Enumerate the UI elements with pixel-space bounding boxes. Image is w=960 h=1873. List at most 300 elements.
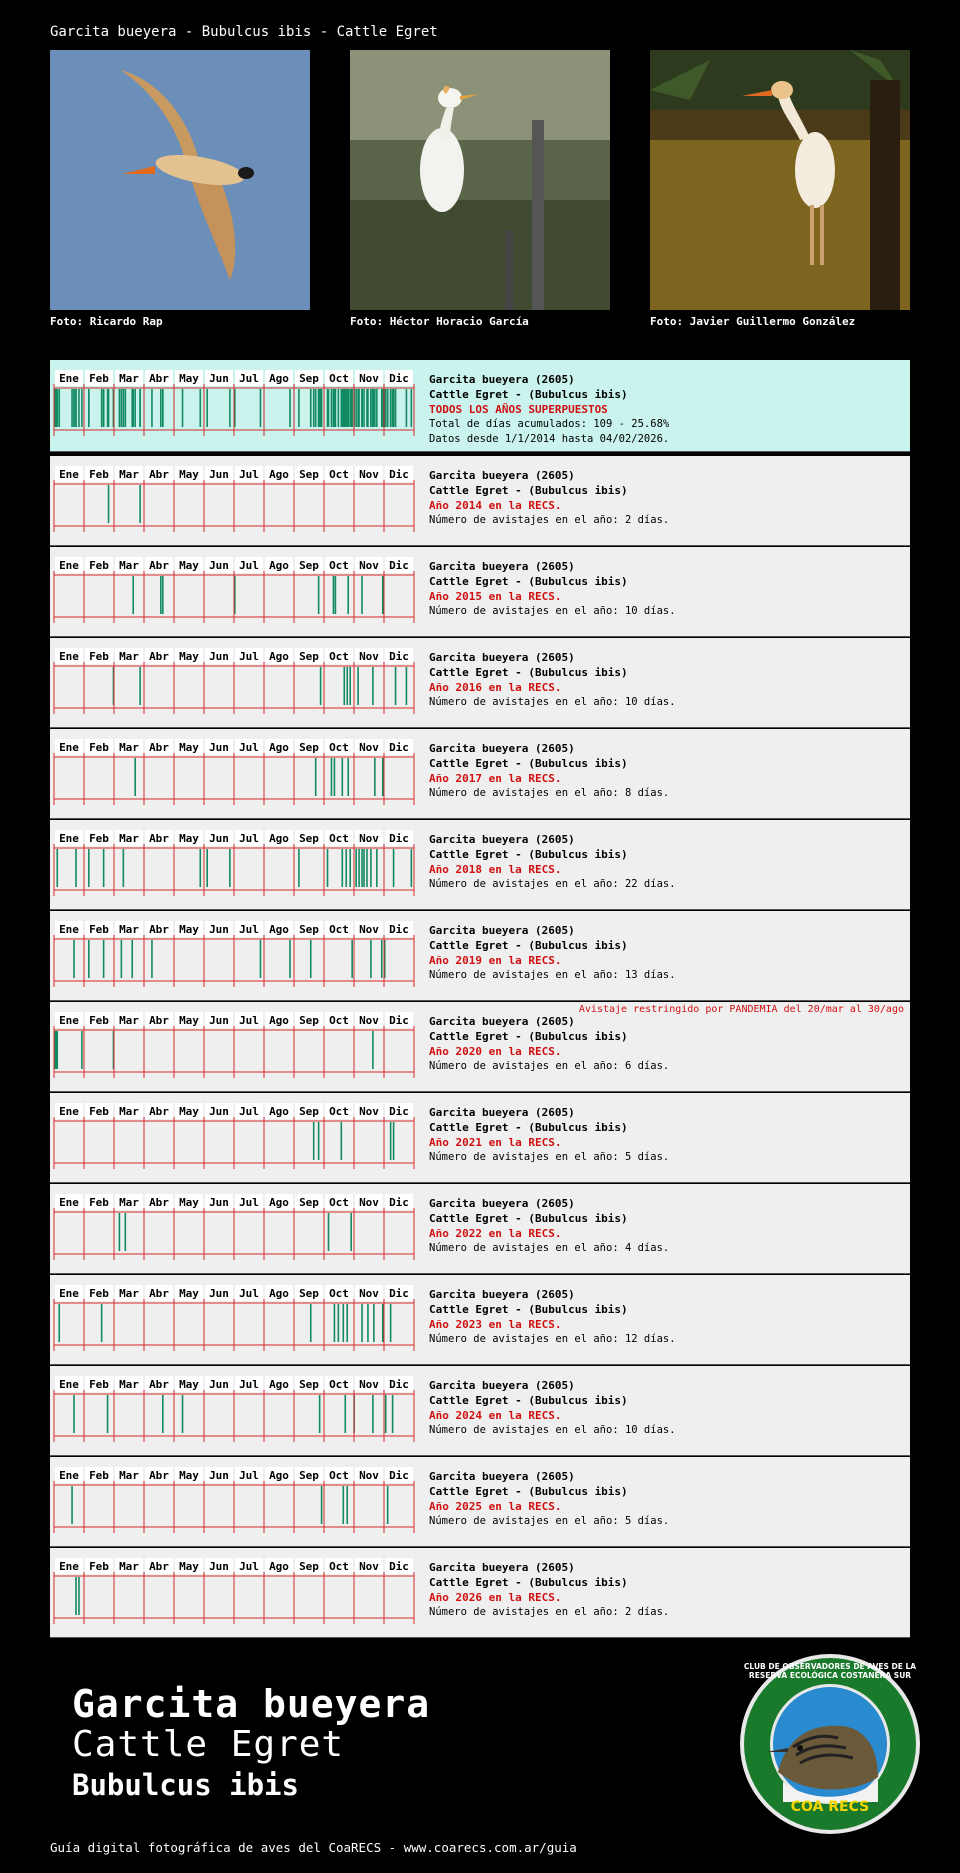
month-label: Mar [119,1287,139,1300]
sighting-bar [160,389,162,427]
sighting-bar [374,758,376,796]
month-label: Jun [209,468,229,481]
coarecs-logo [738,1652,922,1836]
sighting-bar [361,1304,363,1342]
sightings-count: Número de avistajes en el año: 6 días. [429,1060,670,1072]
month-label: Ene [59,832,79,845]
year-info [429,650,676,710]
month-label: Ago [269,1469,289,1482]
footer-name-sci: Bubulcus ibis [72,1768,299,1802]
sighting-bar [334,389,336,427]
sighting-bar [341,389,343,427]
month-label: Feb [89,372,109,385]
sightings-count: Número de avistajes en el año: 13 días. [429,969,676,981]
sighting-bar [125,1213,127,1251]
year-panel [50,1184,910,1274]
year-calendar [52,1285,418,1357]
year-label: Año 2014 en la RECS. [429,499,562,512]
sighting-bar [71,1486,73,1524]
sighting-bar [108,485,110,523]
sighting-bar [73,940,75,978]
sighting-bar [103,389,105,427]
sighting-bar [385,389,387,427]
sightings-count: Número de avistajes en el año: 2 días. [429,514,670,526]
logo-name: COA RECS [790,1799,870,1815]
sighting-bar [88,940,90,978]
sightings-count: Número de avistajes en el año: 22 días. [429,878,676,890]
sighting-bar [355,849,357,887]
month-label: Oct [329,1014,349,1027]
summary-info [429,372,669,447]
month-label: Nov [359,1469,379,1482]
sighting-bar [56,849,58,887]
month-label: May [179,559,199,572]
month-label: Abr [149,1560,169,1573]
month-label: Sep [299,923,319,936]
sighting-bar [358,849,360,887]
sighting-bar [75,389,77,427]
year-panel [50,1093,910,1183]
sighting-bar [151,389,153,427]
sighting-bar [119,1213,121,1251]
month-label: Dic [389,832,409,845]
month-label: Abr [149,923,169,936]
species-name-es: Garcita bueyera (2605) [429,1470,575,1483]
month-label: Jul [239,832,259,845]
month-label: Mar [119,741,139,754]
year-info [429,741,669,801]
year-calendar [52,830,418,902]
month-label: Ago [269,1378,289,1391]
year-label: Año 2019 en la RECS. [429,954,562,967]
month-label: Sep [299,1014,319,1027]
photo-credit: Foto: Javier Guillermo González [650,315,856,328]
sighting-bar [229,849,231,887]
month-label: Sep [299,1560,319,1573]
sighting-bar [56,1031,58,1069]
sighting-bar [347,576,349,614]
sighting-bar [349,849,351,887]
month-label: Feb [89,468,109,481]
month-label: Abr [149,741,169,754]
sighting-bar [121,389,123,427]
month-label: Jul [239,741,259,754]
sighting-bar [406,667,408,705]
month-label: Oct [329,1105,349,1118]
sighting-bar [361,849,363,887]
sightings-count: Número de avistajes en el año: 5 días. [429,1151,670,1163]
sighting-bar [134,389,136,427]
month-label: Nov [359,468,379,481]
month-label: Sep [299,1469,319,1482]
month-label: Ago [269,650,289,663]
sighting-bar [358,389,360,427]
month-label: Oct [329,650,349,663]
species-name-en: Cattle Egret - (Bubulcus ibis) [429,1576,628,1589]
month-label: Jun [209,1560,229,1573]
year-panel [50,638,910,728]
month-label: Ene [59,1014,79,1027]
month-label: Ago [269,1560,289,1573]
year-info [429,1287,676,1347]
month-label: Jul [239,1287,259,1300]
month-label: Jul [239,468,259,481]
month-label: Jul [239,923,259,936]
month-label: Jun [209,1196,229,1209]
species-name-en: Cattle Egret - (Bubulcus ibis) [429,939,628,952]
species-name-es: Garcita bueyera (2605) [429,469,575,482]
year-info [429,1560,669,1620]
year-calendar [52,648,418,720]
sighting-bar [373,1304,375,1342]
sighting-bar [390,389,392,427]
sighting-bar [199,849,201,887]
sighting-bar [103,940,105,978]
sighting-bar [370,940,372,978]
sighting-bar [382,576,384,614]
sighting-bar [289,940,291,978]
month-label: Mar [119,559,139,572]
month-label: Sep [299,1287,319,1300]
month-label: Nov [359,1378,379,1391]
sighting-bar [338,1304,340,1342]
month-label: Ene [59,372,79,385]
photo-egret-flight [50,50,310,310]
year-label: Año 2020 en la RECS. [429,1045,562,1058]
month-label: Mar [119,1196,139,1209]
sighting-bar [315,758,317,796]
species-name-en: Cattle Egret - (Bubulcus ibis) [429,757,628,770]
month-label: Jun [209,832,229,845]
sighting-bar [411,849,413,887]
month-label: Feb [89,1105,109,1118]
sighting-bar [392,1395,394,1433]
month-label: Ago [269,741,289,754]
sighting-bar [387,389,389,427]
month-label: May [179,1196,199,1209]
sighting-bar [363,389,365,427]
month-label: Jun [209,1105,229,1118]
sighting-bar [331,758,333,796]
pandemic-note: Avistaje restringido por PANDEMIA del 20/mar al 30/ago [578,1004,904,1015]
month-label: Dic [389,1469,409,1482]
sighting-bar [58,389,60,427]
species-name-en: Cattle Egret - (Bubulcus ibis) [429,1121,628,1134]
month-label: Dic [389,1105,409,1118]
month-label: Feb [89,923,109,936]
month-label: Ago [269,832,289,845]
month-label: Feb [89,1378,109,1391]
month-label: Feb [89,741,109,754]
year-info [429,923,676,983]
month-label: Mar [119,1105,139,1118]
sighting-bar [382,389,384,427]
sighting-bar [328,1213,330,1251]
month-label: Ago [269,1287,289,1300]
year-calendar [52,1103,418,1175]
month-label: May [179,1105,199,1118]
sighting-bar [367,1304,369,1342]
year-label: Año 2022 en la RECS. [429,1227,562,1240]
month-label: Dic [389,559,409,572]
year-info [429,1469,669,1529]
month-label: Feb [89,559,109,572]
footer-url: Guía digital fotográfica de aves del CoaRECS - www.coarecs.com.ar/guia [50,1840,577,1855]
photo-egret-grass [350,50,610,310]
month-label: May [179,1378,199,1391]
sighting-bar [321,1486,323,1524]
month-label: Ago [269,1014,289,1027]
year-label: Año 2015 en la RECS. [429,590,562,603]
sighting-bar [260,389,262,427]
sighting-bar [363,849,365,887]
sighting-bar [342,758,344,796]
month-label: Jul [239,1196,259,1209]
species-name-es: Garcita bueyera (2605) [429,924,575,937]
year-label: Año 2025 en la RECS. [429,1500,562,1513]
sighting-bar [346,667,348,705]
month-label: Jun [209,1378,229,1391]
month-label: May [179,741,199,754]
species-name-es: Garcita bueyera (2605) [429,833,575,846]
sighting-bar [390,1122,392,1160]
sighting-bar [298,389,300,427]
month-label: Mar [119,1560,139,1573]
month-label: Ene [59,650,79,663]
sighting-bar [78,389,80,427]
species-name-en: Cattle Egret - (Bubulcus ibis) [429,1394,628,1407]
sightings-count: Número de avistajes en el año: 2 días. [429,1606,670,1618]
sighting-bar [395,389,397,427]
sightings-count: Número de avistajes en el año: 10 días. [429,605,676,617]
year-panel [50,1002,910,1092]
month-label: Ene [59,1196,79,1209]
year-label: Año 2026 en la RECS. [429,1591,562,1604]
sighting-bar [119,389,121,427]
species-name-en: Cattle Egret - (Bubulcus ibis) [429,1303,628,1316]
sighting-bar [125,389,127,427]
month-label: Jun [209,1287,229,1300]
species-name-en: Cattle Egret - (Bubulcus ibis) [429,388,628,401]
sighting-bar [123,849,125,887]
sighting-bar [335,576,337,614]
month-label: Ago [269,1105,289,1118]
sighting-bar [318,1122,320,1160]
month-label: Abr [149,372,169,385]
summary-panel [50,360,910,452]
year-panel [50,1275,910,1365]
sightings-count: Número de avistajes en el año: 8 días. [429,787,670,799]
year-label: Año 2023 en la RECS. [429,1318,562,1331]
month-label: Jul [239,372,259,385]
sighting-bar [320,667,322,705]
month-label: Nov [359,1560,379,1573]
month-label: Jun [209,1469,229,1482]
month-label: Nov [359,741,379,754]
sighting-bar [162,576,164,614]
sighting-bar [107,1395,109,1433]
month-label: Dic [389,468,409,481]
month-label: Ene [59,468,79,481]
month-label: Oct [329,468,349,481]
photo-credit: Foto: Ricardo Rap [50,315,163,328]
sighting-bar [182,389,184,427]
month-label: Mar [119,372,139,385]
year-info [429,1378,676,1438]
sighting-bar [123,389,125,427]
summary-calendar [52,370,418,442]
month-label: Mar [119,1014,139,1027]
sighting-bar [319,1395,321,1433]
sightings-count: Número de avistajes en el año: 5 días. [429,1515,670,1527]
month-label: Dic [389,1287,409,1300]
month-label: Jul [239,1378,259,1391]
sighting-bar [342,849,344,887]
month-label: Oct [329,1378,349,1391]
year-panel [50,820,910,910]
month-label: Dic [389,923,409,936]
egret-flight-image [50,50,310,310]
sighting-bar [310,940,312,978]
month-label: Mar [119,650,139,663]
month-label: Abr [149,559,169,572]
sighting-bar [78,1577,80,1615]
sighting-bar [344,389,346,427]
sighting-bar [372,1395,374,1433]
month-label: Dic [389,1560,409,1573]
year-panel [50,547,910,637]
sighting-bar [139,389,141,427]
species-name-es: Garcita bueyera (2605) [429,1106,575,1119]
sighting-bar [346,389,348,427]
month-label: Nov [359,650,379,663]
sighting-bar [75,1577,77,1615]
sighting-bar [199,389,201,427]
sighting-bar [81,1031,83,1069]
species-name-es: Garcita bueyera (2605) [429,373,575,386]
sighting-bar [321,389,323,427]
sighting-bar [342,1486,344,1524]
month-label: May [179,650,199,663]
sighting-bar [334,758,336,796]
month-label: Jun [209,923,229,936]
month-label: Sep [299,372,319,385]
month-label: Oct [329,741,349,754]
month-label: Oct [329,1196,349,1209]
month-label: Dic [389,741,409,754]
month-label: Feb [89,650,109,663]
month-label: May [179,1287,199,1300]
sighting-bar [103,849,105,887]
month-label: Ago [269,468,289,481]
species-name-es: Garcita bueyera (2605) [429,1379,575,1392]
species-name-es: Garcita bueyera (2605) [429,1015,575,1028]
sighting-bar [349,667,351,705]
year-panel [50,456,910,546]
sighting-bar [139,485,141,523]
sighting-bar [75,849,77,887]
sighting-bar [350,389,352,427]
sighting-bar [132,576,134,614]
egret-marsh-image [650,50,910,310]
sighting-bar [376,849,378,887]
sighting-bar [182,1395,184,1433]
month-label: Feb [89,1469,109,1482]
species-name-es: Garcita bueyera (2605) [429,742,575,755]
sighting-bar [107,389,109,427]
sighting-bar [370,389,372,427]
month-label: Jul [239,559,259,572]
sighting-bar [289,389,291,427]
sighting-bar [393,1122,395,1160]
sighting-bar [81,389,83,427]
month-label: Feb [89,1014,109,1027]
month-label: Jun [209,372,229,385]
year-calendar [52,1012,418,1084]
sighting-bar [345,849,347,887]
month-label: Nov [359,832,379,845]
sighting-bar [334,1304,336,1342]
sighting-bar [372,1031,374,1069]
month-label: Nov [359,559,379,572]
sighting-bar [357,667,359,705]
month-label: Dic [389,372,409,385]
month-label: Jun [209,650,229,663]
month-label: Jul [239,650,259,663]
sighting-bar [367,389,369,427]
sighting-bar [411,389,413,427]
sighting-bar [229,389,231,427]
footer-name-en: Cattle Egret [72,1724,345,1765]
sighting-bar [206,389,208,427]
total-days-stat: Total de días acumulados: 109 - 25.68% [429,418,670,430]
year-info [429,1105,669,1165]
month-label: Nov [359,1287,379,1300]
species-name-en: Cattle Egret - (Bubulcus ibis) [429,1485,628,1498]
sighting-bar [71,389,73,427]
sighting-bar [392,389,394,427]
photo-egret-marsh [650,50,910,310]
month-label: Abr [149,1378,169,1391]
sighting-bar [206,849,208,887]
month-label: Feb [89,1287,109,1300]
page-title: Garcita bueyera - Bubulcus ibis - Cattle Egret [50,24,438,40]
species-name-en: Cattle Egret - (Bubulcus ibis) [429,575,628,588]
month-label: Sep [299,650,319,663]
year-panel [50,729,910,819]
sighting-bar [341,1122,343,1160]
month-label: Ago [269,372,289,385]
month-label: Jun [209,1014,229,1027]
sightings-count: Número de avistajes en el año: 10 días. [429,696,676,708]
sighting-bar [131,389,133,427]
month-label: Feb [89,1196,109,1209]
year-info [429,559,676,619]
year-panel [50,911,910,1001]
sightings-count: Número de avistajes en el año: 10 días. [429,1424,676,1436]
month-label: May [179,1469,199,1482]
sighting-bar [344,1395,346,1433]
sighting-bar [346,1486,348,1524]
month-label: Mar [119,1469,139,1482]
footer-name-es: Garcita bueyera [72,1682,431,1726]
year-info [429,1014,669,1074]
sighting-bar [73,1395,75,1433]
sighting-bar [393,849,395,887]
sighting-bar [350,1213,352,1251]
summary-subtitle: TODOS LOS AÑOS SUPERPUESTOS [429,403,608,416]
month-label: Abr [149,832,169,845]
